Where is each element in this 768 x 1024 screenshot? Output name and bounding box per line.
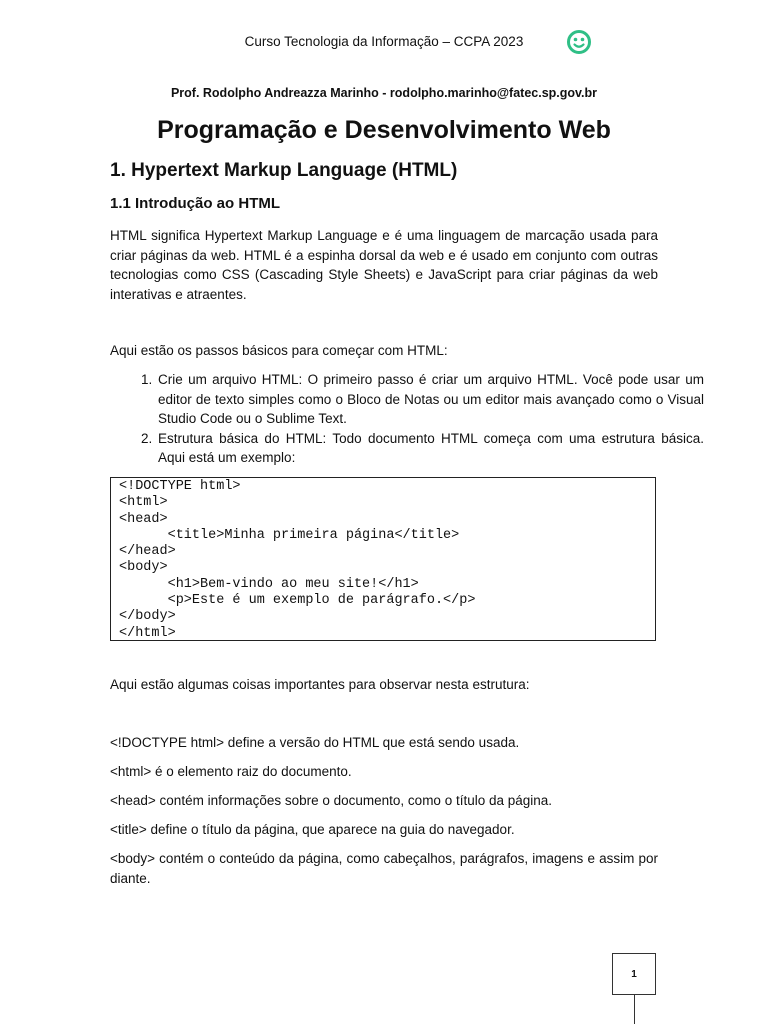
note-doctype: <!DOCTYPE html> define a versão do HTML que está sendo usada. (110, 735, 520, 750)
note-html: <html> é o elemento raiz do documento. (110, 764, 352, 779)
author-line: Prof. Rodolpho Andreazza Marinho - rodolpho.marinho@fatec.sp.gov.br (170, 86, 598, 100)
page-number-box (612, 953, 656, 995)
list-item: 1. Crie um arquivo HTML: O primeiro passo é criar um arquivo HTML. Você pode usar um editor de texto simples como o Bloco de Notas ou um editor mais avançado como o Visual Studio Code ou o Sublime Text. (156, 370, 704, 429)
smiley-icon (566, 29, 592, 55)
steps-intro: Aqui estão os passos básicos para começar com HTML: (110, 343, 448, 358)
page-number: 1 (631, 968, 637, 980)
code-example-box (110, 477, 656, 641)
subsection-heading: 1.1 Introdução ao HTML (110, 195, 281, 212)
note-head: <head> contém informações sobre o documento, como o título da página. (110, 793, 553, 808)
section-heading: 1. Hypertext Markup Language (HTML) (110, 160, 458, 181)
note-body: <body> contém o conteúdo da página, como cabeçalhos, parágrafos, imagens e assim por diante. (110, 851, 658, 886)
code-example: <!DOCTYPE html> <html> <head> <title>Minha primeira página</title> </head> <body> <h1>Bem-vindo ao meu site!</h1> <p>Este é um exemplo de parágrafo.</p> </body> </html> (119, 479, 476, 641)
list-item: 2. Estrutura básica do HTML: Todo documento HTML começa com uma estrutura básica. Aqui está um exemplo: (156, 429, 704, 468)
note-title: <title> define o título da página, que aparece na guia do navegador. (110, 822, 515, 837)
steps-list (110, 370, 704, 468)
intro-paragraph: HTML significa Hypertext Markup Language e é uma linguagem de marcação usada para criar páginas da web. HTML é a espinha dorsal da web e é usado em conjunto com outras tecnologias como CSS (Cascading Style Sheets) e JavaScript para criar páginas da web interativas e atraentes. (110, 228, 658, 302)
header-course: Curso Tecnologia da Informação – CCPA 2023 (244, 34, 524, 49)
notes-intro: Aqui estão algumas coisas importantes para observar nesta estrutura: (110, 677, 530, 692)
document-title: Programação e Desenvolvimento Web (157, 116, 611, 144)
page-number-line (634, 995, 635, 1024)
